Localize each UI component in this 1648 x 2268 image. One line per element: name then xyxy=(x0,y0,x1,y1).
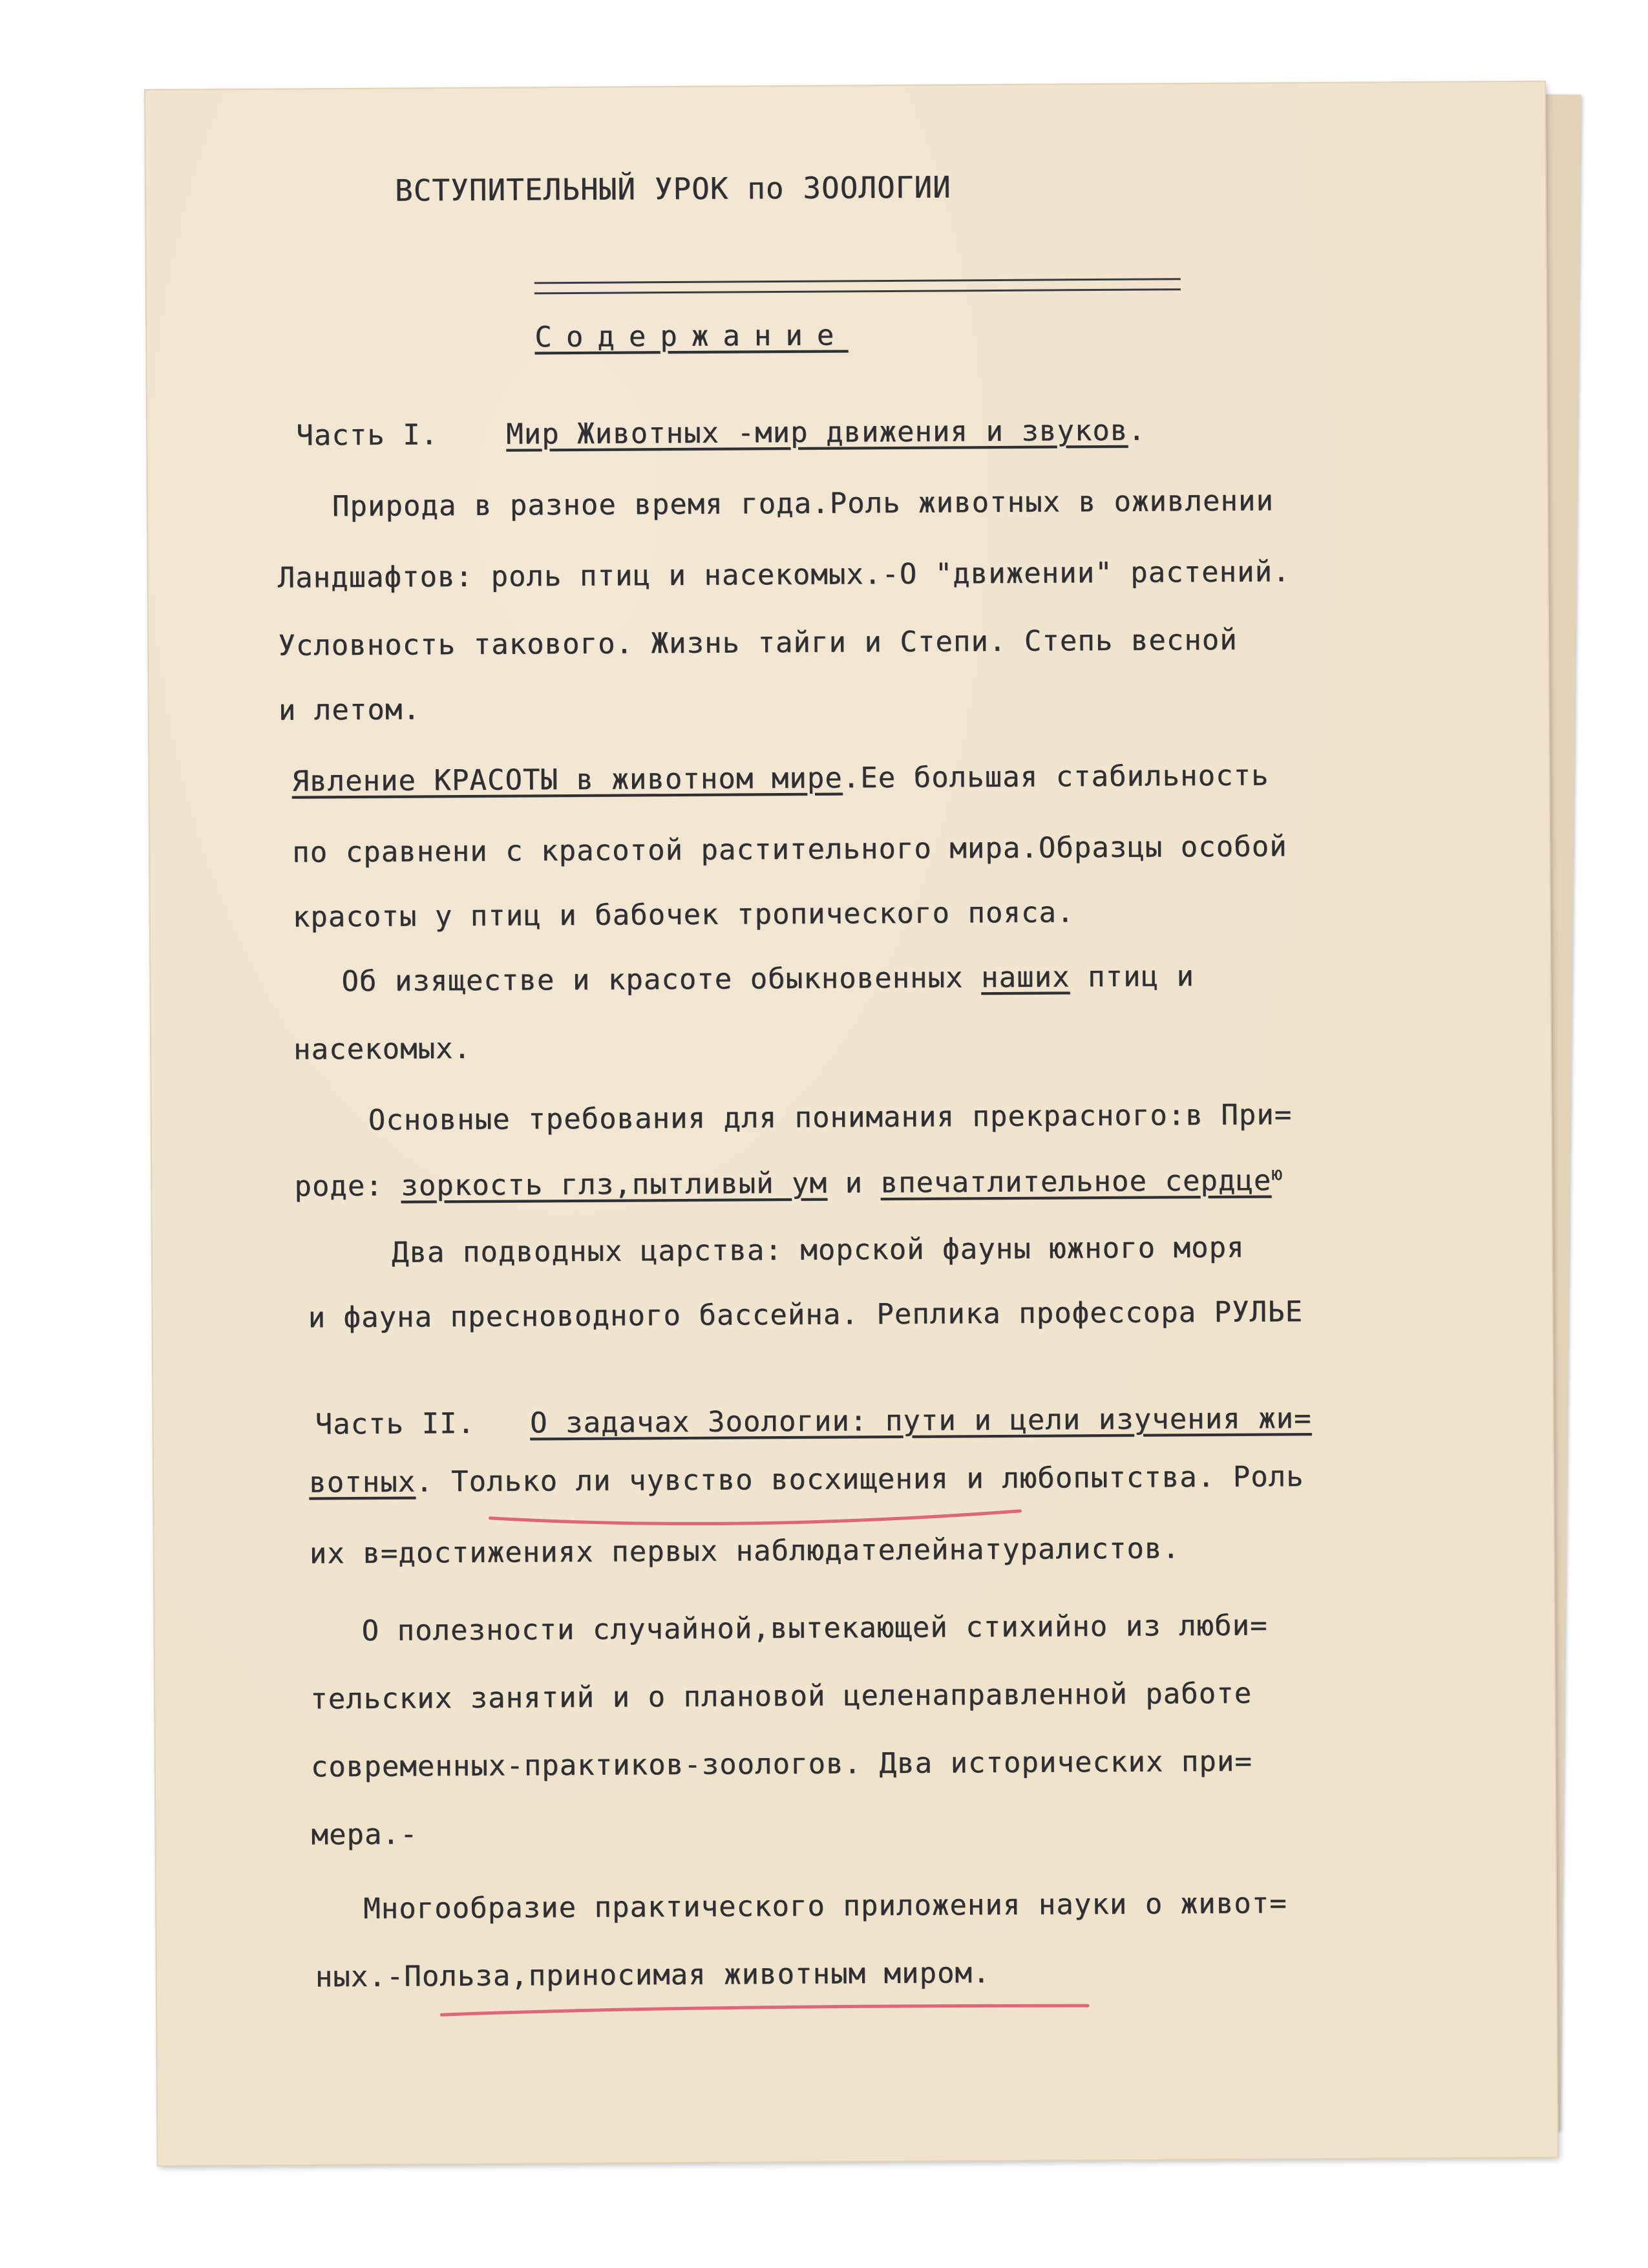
grace-ours: наших xyxy=(980,960,1070,995)
part2-text-line-4: мера.- xyxy=(311,1818,418,1852)
part2-text-line-6: ных.-Польза,приносимая животным миром. xyxy=(315,1956,991,1994)
red-underline-1 xyxy=(490,1511,1020,1525)
part2-text-line-5: Многообразие практического приложения науки о живот= xyxy=(363,1887,1287,1925)
part1-heading-end: . xyxy=(1128,414,1146,447)
beauty-rest: .Ее большая стабильность xyxy=(842,759,1269,795)
beauty-lead: Явление КРАСОТЫ в животном мире xyxy=(291,761,843,798)
part1-text-line-1: Природа в разное время года.Роль животных в оживлении xyxy=(332,484,1274,524)
part2-text-line-1: О полезности случайной,вытекающей стихийно из люби= xyxy=(361,1609,1268,1648)
part1-text-line-3: Условность такового. Жизнь тайги и Степи. Степь весной xyxy=(278,623,1238,662)
page-title: ВСТУПИТЕЛЬНЫЙ УРОК по ЗООЛОГИИ xyxy=(394,169,951,208)
grace-before: Об изяществе и красоте обыкновенных xyxy=(341,961,982,999)
document-page xyxy=(145,82,1558,2165)
req-start: роде: xyxy=(294,1169,401,1203)
part2-heading-2: вотных xyxy=(309,1465,416,1500)
part1-heading: Мир Животных -мир движения и звуков xyxy=(506,414,1128,451)
part2-line-3: их в=достижениях первых наблюдателейнатуралистов. xyxy=(309,1532,1180,1571)
red-pencil-marks xyxy=(145,82,1558,2165)
req-underlined-2: впечатлительное сердце xyxy=(880,1164,1272,1200)
grace-line-2: насекомых. xyxy=(293,1032,472,1066)
kingdoms-line-2: и фауна пресноводного бассейна. Реплика профессора РУЛЬЕ xyxy=(308,1295,1304,1335)
part2-heading-1: О задачах Зоологии: пути и цели изучения жи= xyxy=(529,1402,1312,1440)
requirements-line-1: Основные требования для понимания прекрасного:в При= xyxy=(368,1098,1293,1137)
beauty-line-3: красоты у птиц и бабочек тропического пояса. xyxy=(292,896,1075,934)
kingdoms-line-1: Два подводных царства: морской фауны южного моря xyxy=(391,1231,1245,1269)
part1-text-line-4: и летом. xyxy=(278,693,421,727)
part2-line2-rest: . Только ли чувство восхищения и любопытства. Роль xyxy=(415,1460,1304,1499)
req-underlined-1: зоркость глз,пытливый ум xyxy=(401,1167,828,1203)
part1-label: Часть I. xyxy=(296,418,439,452)
contents-heading: Содержание xyxy=(534,319,849,354)
part2-label: Часть II. xyxy=(315,1406,476,1441)
part2-text-line-2: тельских занятий и о плановой целенаправленной работе xyxy=(310,1677,1252,1716)
req-superscript: ю xyxy=(1271,1163,1284,1185)
beauty-line-2: по сравнени с красотой растительного мира.Образцы особой xyxy=(292,830,1287,869)
red-underline-2 xyxy=(441,2005,1088,2015)
part2-text-line-3: современных-практиков-зоологов. Два исторических при= xyxy=(310,1744,1252,1784)
req-mid: и xyxy=(827,1166,881,1200)
part1-text-line-2: Ландшафтов: роль птиц и насекомых.-О "движении" растений. xyxy=(277,555,1291,595)
grace-after: птиц и xyxy=(1070,960,1195,994)
